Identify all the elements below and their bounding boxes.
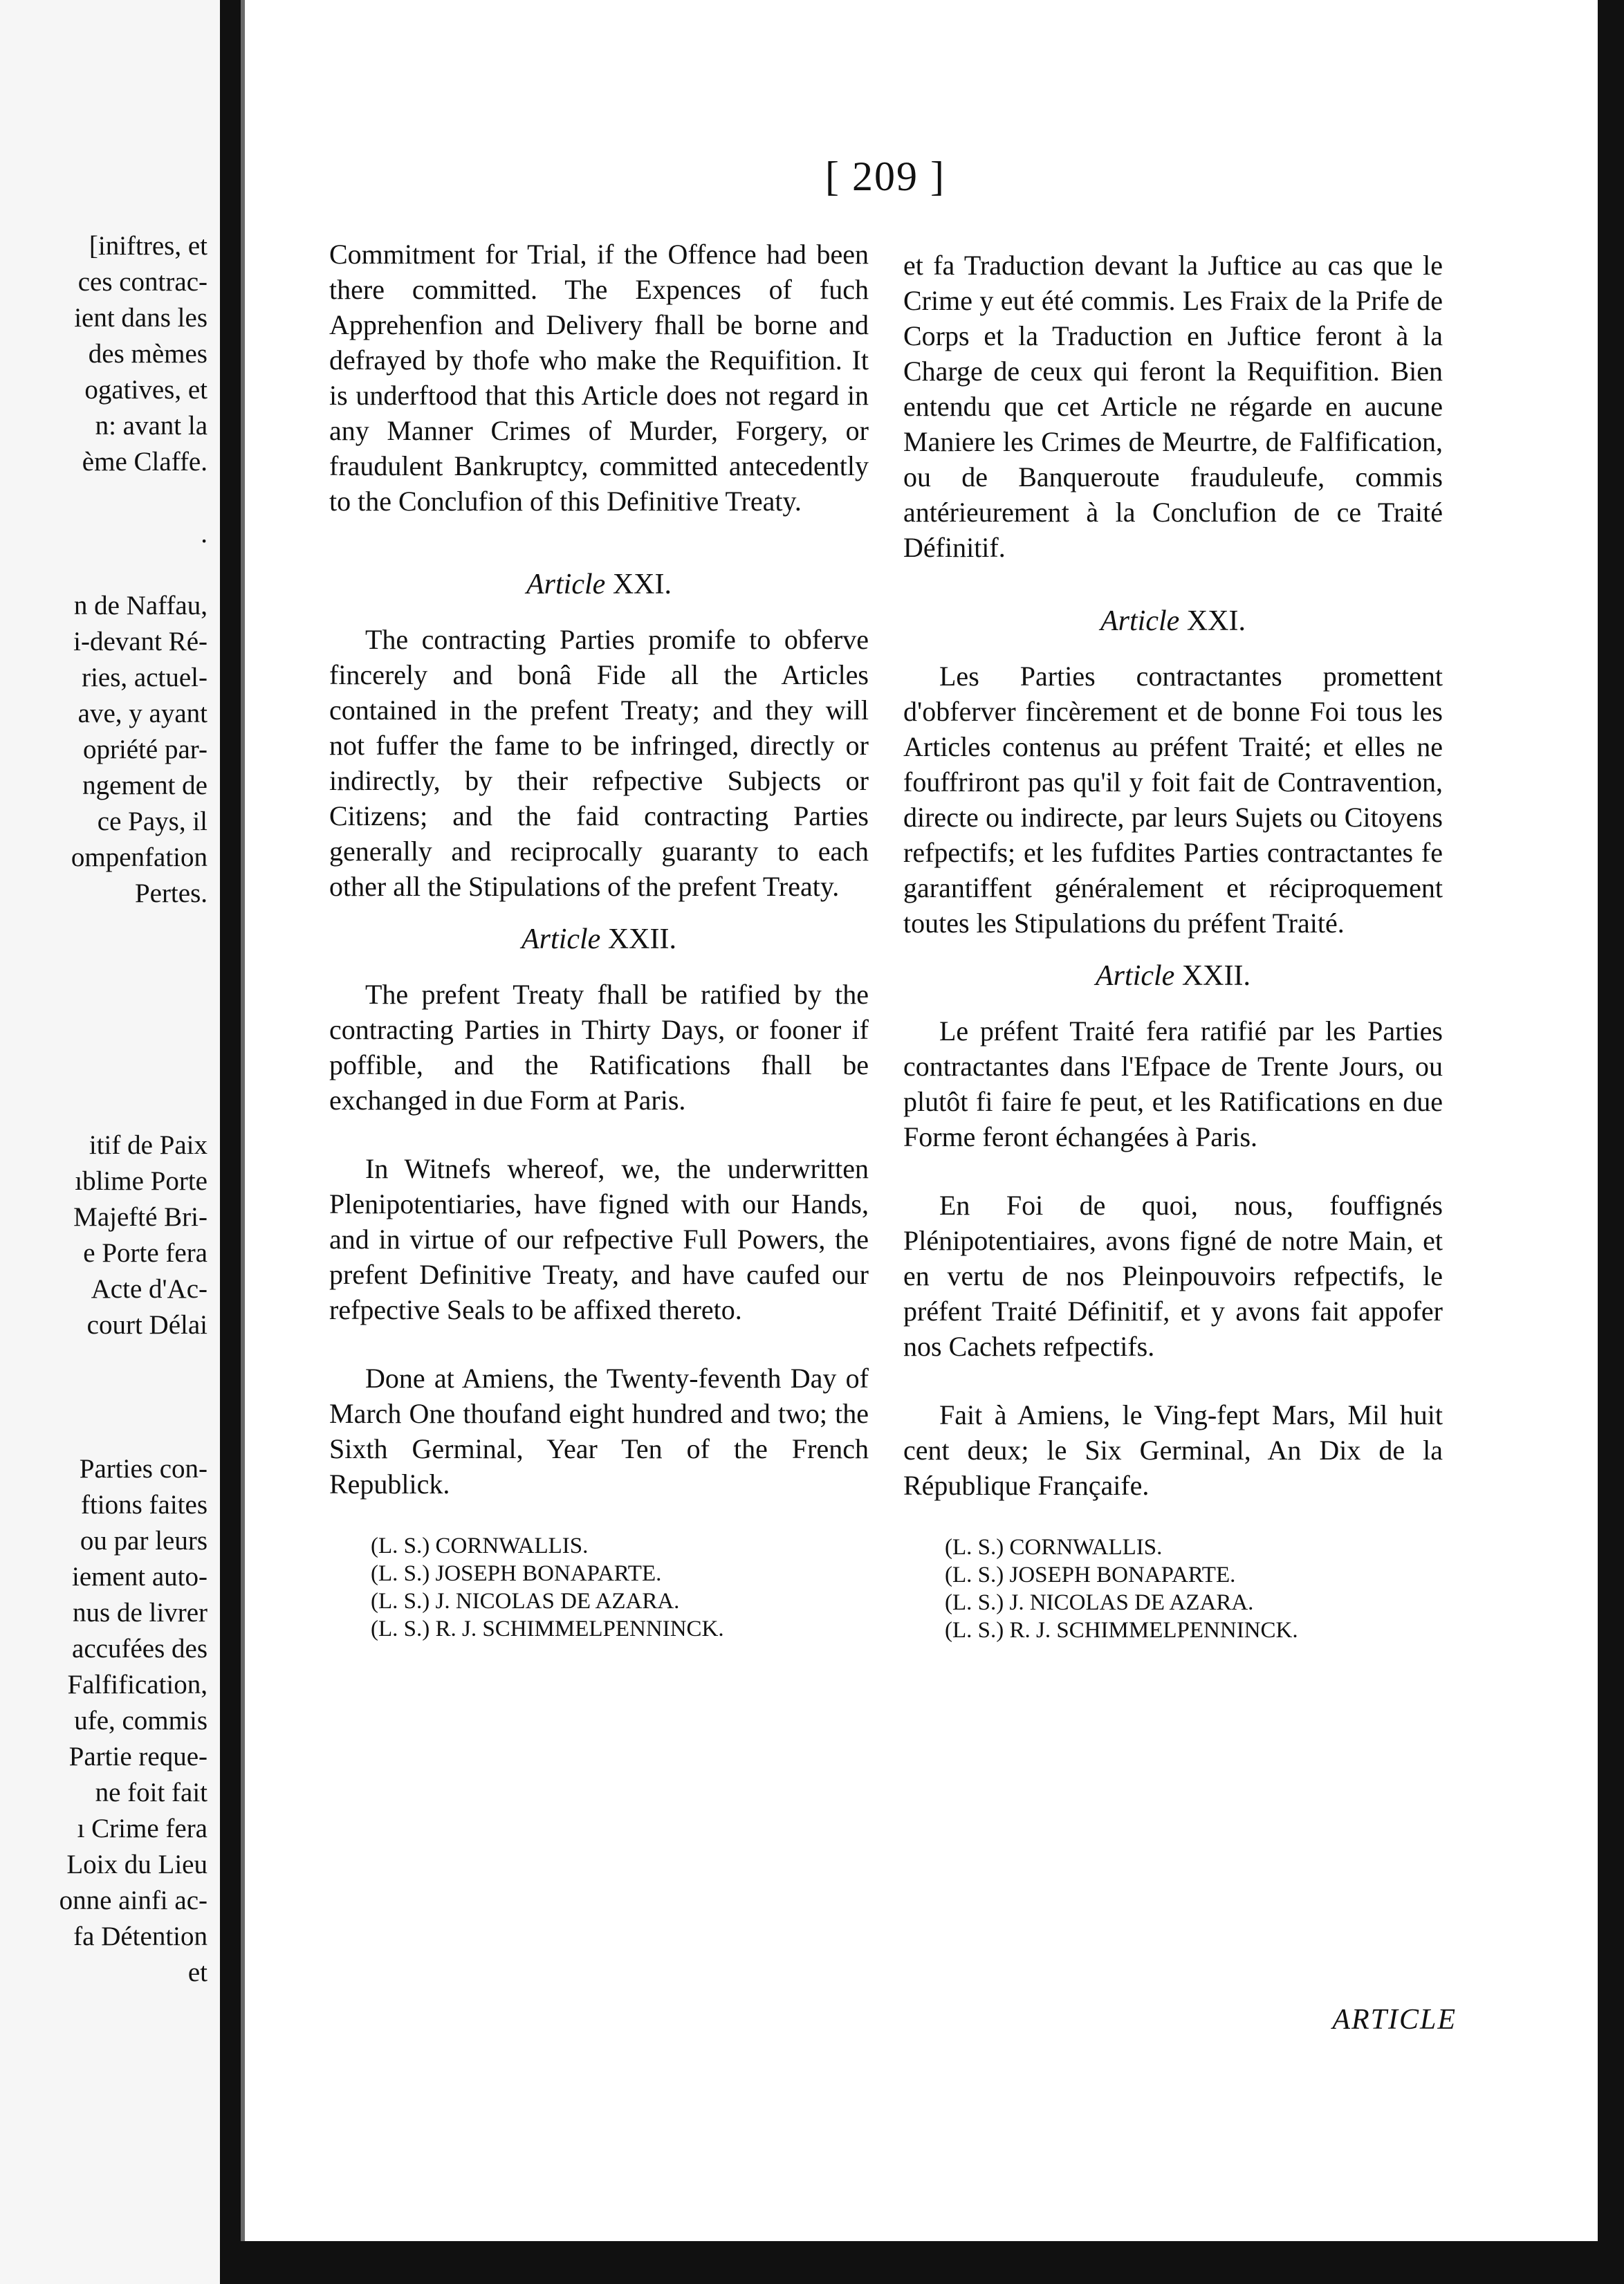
- facing-page-line: [0, 912, 207, 948]
- facing-page-line: Parties con-: [79, 1454, 207, 1484]
- facing-page-line: Acte d'Ac-: [91, 1274, 207, 1304]
- facing-page-line: ave, y ayant: [77, 699, 207, 728]
- french-column: [903, 248, 1443, 1644]
- facing-page-line: .: [201, 519, 207, 549]
- facing-page-line: ngement de: [82, 771, 207, 800]
- facing-page-line: ces contrac-: [77, 267, 207, 297]
- english-article-22-text: The prefent Treaty fhall be ratified by the contracting Parties in Thirty Days, or fooner if poffible, and the Ratifications fhall be exchanged in due Form at Paris.: [329, 979, 869, 1116]
- facing-page-line: [0, 1092, 207, 1127]
- facing-page-line: ompenfation: [71, 842, 207, 872]
- english-signatures: [329, 1532, 869, 1643]
- facing-page-line: i-devant Ré-: [73, 627, 207, 656]
- scan-bottom-border: [228, 2241, 1624, 2284]
- facing-page-line: des mèmes: [88, 339, 207, 369]
- gutter-shadow: [241, 0, 245, 2284]
- signature-line: (L. S.) J. NICOLAS DE AZARA.: [371, 1589, 680, 1614]
- facing-page-line: ient dans les: [74, 303, 207, 333]
- english-article-21-text: The contracting Parties promife to obferve fincerely and bonâ Fide all the Articles contained in the prefent Treaty; and they will not fuffer the fame to be infringed, directly or indirectly, by their refpective Subjects or Citizens; and the faid contracting Parties generally and reciprocally guaranty to each other all the Stipulations of the prefent Treaty.: [329, 624, 869, 902]
- facing-page-line: n de Naffau,: [73, 591, 207, 620]
- facing-page-line: ou par leurs: [80, 1526, 207, 1556]
- facing-page-text: [0, 228, 207, 1991]
- english-column: [329, 237, 869, 1643]
- article-number: XXI.: [1186, 605, 1246, 637]
- facing-page-line: [0, 984, 207, 1020]
- facing-page-line: ries, actuel-: [82, 663, 207, 692]
- signature-line: (L. S.) CORNWALLIS.: [945, 1535, 1163, 1560]
- french-article-21-heading: [903, 604, 1443, 639]
- facing-page-line: et: [187, 1958, 207, 1987]
- facing-page-line: itif de Paix: [89, 1130, 207, 1160]
- facing-page-line: fa Détention: [73, 1922, 207, 1951]
- french-signatures: [903, 1534, 1443, 1644]
- facing-page-line: accufées des: [72, 1634, 207, 1664]
- facing-page-line: [0, 480, 207, 516]
- signature-line: (L. S.) CORNWALLIS.: [371, 1534, 589, 1558]
- facing-page-line: [0, 1056, 207, 1092]
- page-number: [ 209 ]: [825, 154, 945, 199]
- facing-page-line: Majefté Bri-: [73, 1202, 207, 1232]
- french-witness-clause: En Foi de quoi, nous, fouffignés Plénipotentiaires, avons figné de notre Main, et en vertu de nos Pleinpouvoirs refpectifs, le préfent Traité Définitif, et y avons fait appofer nos Cachets refpectifs.: [903, 1190, 1443, 1362]
- facing-page-line: [0, 948, 207, 984]
- signature-line: (L. S.) J. NICOLAS DE AZARA.: [945, 1590, 1254, 1615]
- article-word: Article: [1100, 605, 1180, 637]
- facing-page-line: ogatives, et: [84, 375, 207, 405]
- catchword: ARTICLE: [1332, 2004, 1457, 2036]
- article-word: Article: [526, 569, 606, 600]
- facing-page-line: ftions faites: [80, 1490, 207, 1520]
- english-done-clause: Done at Amiens, the Twenty-feventh Day of March One thoufand eight hundred and two; the Sixth Germinal, Year Ten of the French Republick.: [329, 1363, 869, 1500]
- facing-page-line: nus de livrer: [73, 1598, 207, 1628]
- facing-page-line: e Porte fera: [83, 1238, 207, 1268]
- facing-page-line: ce Pays, il: [97, 807, 207, 836]
- facing-page-line: ème Claffe.: [82, 447, 207, 477]
- french-continuation: et fa Traduction devant la Juftice au cas que le Crime y eut été commis. Les Fraix de la Prife de Corps et la Traduction en Juftice feront à la Charge de ceux qui feront la Requifition. Bien entendu que cet Article ne régarde en aucune Maniere les Crimes de Meurtre, de Falfification, ou de Banqueroute frauduleufe, commis antérieurement à la Conclufion de ce Traité Définitif.: [903, 250, 1443, 563]
- facing-page-line: Falfification,: [67, 1670, 207, 1700]
- french-article-22-heading: [903, 959, 1443, 994]
- scan-right-border: [1598, 0, 1624, 2284]
- facing-page-line: ı Crime fera: [77, 1814, 207, 1843]
- facing-page-line: [0, 552, 207, 588]
- article-number: XXI.: [612, 569, 672, 600]
- article-number: XXII.: [1181, 960, 1251, 992]
- facing-page-line: court Délai: [86, 1310, 207, 1340]
- facing-page-line: Partie reque-: [68, 1742, 207, 1771]
- english-continuation: Commitment for Trial, if the Offence had been there committed. The Expences of fuch Apprehenfion and Delivery fhall be borne and defrayed by thofe who make the Requifition. It is underftood that this Article does not regard in any Manner Crimes of Murder, Forgery, or fraudulent Bankruptcy, committed antecedently to the Conclufion of this Definitive Treaty.: [329, 239, 869, 517]
- article-number: XXII.: [607, 923, 676, 955]
- facing-page: [0, 0, 221, 2284]
- signature-line: (L. S.) JOSEPH BONAPARTE.: [945, 1563, 1236, 1587]
- facing-page-line: [0, 1343, 207, 1379]
- article-word: Article: [522, 923, 601, 955]
- facing-page-line: ne foit fait: [95, 1778, 207, 1807]
- facing-page-line: ıblime Porte: [75, 1166, 207, 1196]
- french-article-21-text: Les Parties contractantes promettent d'obferver fincèrement et de bonne Foi tous les Articles contenus au préfent Traité; et elles ne fouffriront pas qu'il y foit fait de Contravention, directe ou indirecte, par leurs Sujets ou Citoyens refpectifs; et les fufdites Parties contractantes fe garantiffent généralement et réciproquement toutes les Stipulations du préfent Traité.: [903, 661, 1443, 939]
- facing-page-line: iement auto-: [71, 1562, 207, 1592]
- facing-page-line: ufe, commis: [74, 1706, 207, 1735]
- facing-page-line: [0, 1379, 207, 1415]
- facing-page-line: [iniftres, et: [89, 231, 207, 261]
- facing-page-line: [0, 1415, 207, 1451]
- english-witness-clause: In Witnefs whereof, we, the underwritten Plenipotentiaries, have figned with our Hands, and in virtue of our refpective Full Powers, the prefent Definitive Treaty, and have caufed our refpective Seals to be affixed thereto.: [329, 1153, 869, 1325]
- signature-line: (L. S.) JOSEPH BONAPARTE.: [371, 1561, 662, 1586]
- english-article-21-heading: [329, 567, 869, 602]
- facing-page-line: Pertes.: [134, 878, 207, 908]
- signature-line: (L. S.) R. J. SCHIMMELPENNINCK.: [945, 1618, 1298, 1643]
- facing-page-line: opriété par-: [82, 735, 207, 764]
- article-word: Article: [1096, 960, 1175, 992]
- book-gutter: [220, 0, 241, 2284]
- facing-page-line: [0, 1020, 207, 1056]
- facing-page-line: Loix du Lieu: [66, 1850, 207, 1879]
- french-done-clause: Fait à Amiens, le Ving-fept Mars, Mil huit cent deux; le Six Germinal, An Dix de la République Françaife.: [903, 1399, 1443, 1501]
- facing-page-line: onne ainfi ac-: [59, 1886, 207, 1915]
- french-article-22-text: Le préfent Traité fera ratifié par les Parties contractantes dans l'Efpace de Trente Jours, ou plutôt fi faire fe peut, et les Ratifications en due Forme feront échangées à Paris.: [903, 1015, 1443, 1152]
- facing-page-line: n: avant la: [95, 411, 207, 441]
- english-article-22-heading: [329, 922, 869, 957]
- signature-line: (L. S.) R. J. SCHIMMELPENNINCK.: [371, 1617, 724, 1641]
